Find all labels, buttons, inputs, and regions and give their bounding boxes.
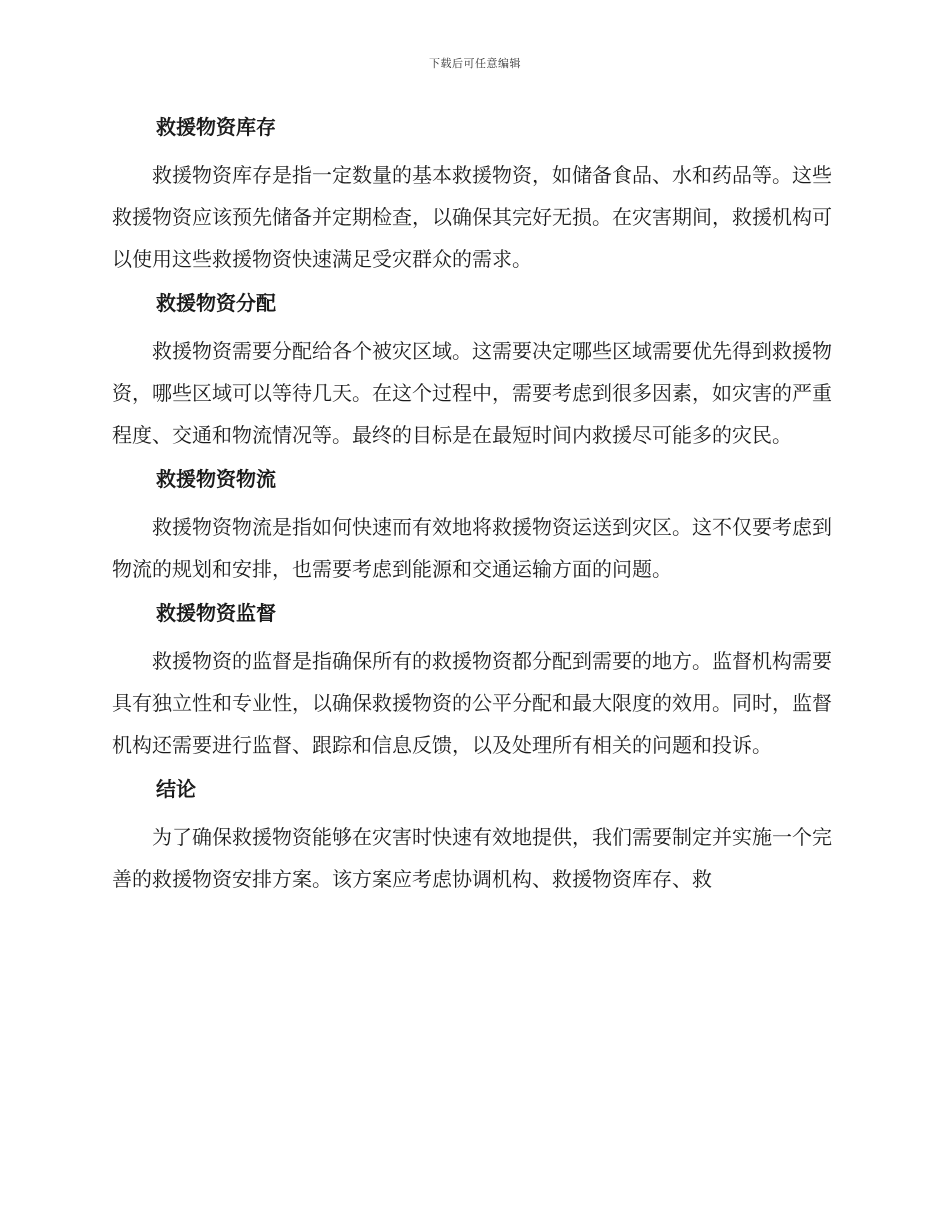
section-heading-conclusion: 结论	[156, 777, 196, 801]
section-paragraph-logistics: 救援物资物流是指如何快速而有效地将救援物资运送到灾区。这不仅要考虑到物流的规划和安排，也需要考虑到能源和交通运输方面的问题。	[112, 515, 832, 581]
section-paragraph-inventory: 救援物资库存是指一定数量的基本救援物资，如储备食品、水和药品等。这些救援物资应该预先储备并定期检查，以确保其完好无损。在灾害期间，救援机构可以使用这些救援物资快速满足受灾群众的需求。	[112, 163, 832, 271]
document-body	[112, 104, 832, 908]
section-paragraph-conclusion: 为了确保救援物资能够在灾害时快速有效地提供，我们需要制定并实施一个完善的救援物资安排方案。该方案应考虑协调机构、救援物资库存、救	[112, 825, 832, 891]
section-paragraph-supervision: 救援物资的监督是指确保所有的救援物资都分配到需要的地方。监督机构需要具有独立性和专业性，以确保救援物资的公平分配和最大限度的效用。同时，监督机构还需要进行监督、跟踪和信息反馈，以及处理所有相关的问题和投诉。	[112, 649, 832, 757]
section-heading-distribution: 救援物资分配	[156, 291, 276, 315]
section-paragraph-distribution: 救援物资需要分配给各个被灾区域。这需要决定哪些区域需要优先得到救援物资，哪些区域可以等待几天。在这个过程中，需要考虑到很多因素，如灾害的严重程度、交通和物流情况等。最终的目标是在最短时间内救援尽可能多的灾民。	[112, 339, 832, 447]
header-note: 下载后可任意编辑	[429, 57, 521, 70]
section-heading-inventory: 救援物资库存	[156, 115, 276, 139]
section-heading-logistics: 救援物资物流	[156, 467, 276, 491]
section-heading-supervision: 救援物资监督	[156, 601, 276, 625]
